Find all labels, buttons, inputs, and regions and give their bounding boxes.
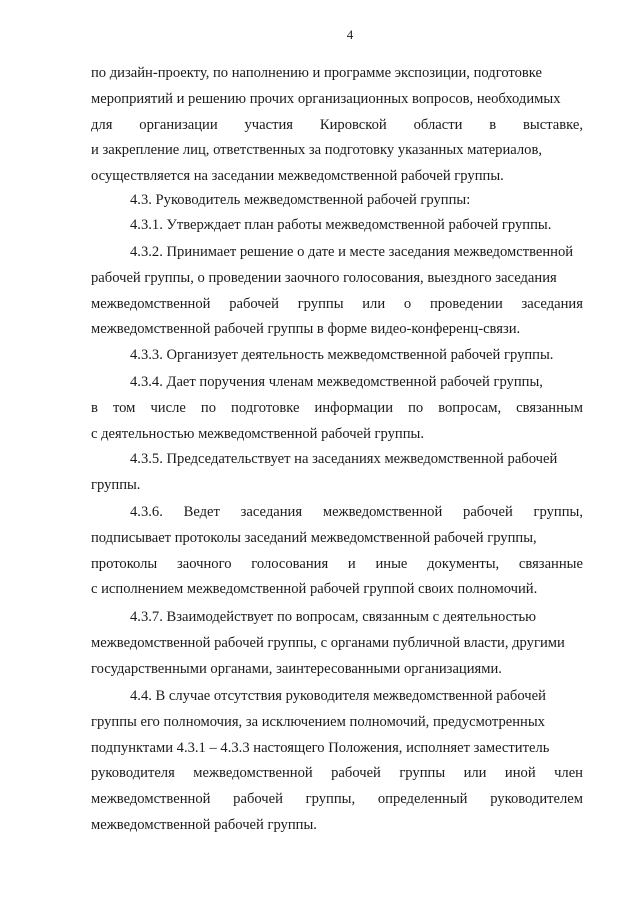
text-line: 4.3.1. Утверждает план работы межведомственной рабочей группы. [130, 217, 552, 233]
word: заочного [176, 555, 232, 572]
word: заседания [521, 295, 583, 312]
word: руководителя [91, 765, 175, 782]
word: группы [399, 765, 446, 782]
text-line: с исполнением межведомственной рабочей группой своих полномочий. [91, 581, 538, 598]
word: и [347, 555, 356, 572]
word: протоколы [91, 555, 158, 572]
word: подготовке [231, 399, 300, 416]
text-line: межведомственной рабочей группы, с органами публичной власти, другими [91, 634, 565, 651]
word: руководителем [490, 791, 583, 808]
word: группы, [533, 504, 583, 520]
text-line: 4.4. В случае отсутствия руководителя межведомственной рабочей [130, 688, 546, 704]
word: связанные [518, 555, 583, 572]
word: Кировской [319, 116, 387, 133]
text-line [91, 399, 583, 417]
text-line: 4.3.2. Принимает решение о дате и месте заседания межведомственной [130, 244, 574, 260]
word: для [91, 116, 113, 133]
text-line [91, 295, 583, 313]
text-line: с деятельностью межведомственной рабочей группы. [91, 425, 424, 442]
text-line: группы его полномочия, за исключением полномочий, предусмотренных [91, 713, 545, 730]
word: голосования [251, 555, 329, 572]
word: или [463, 765, 487, 782]
text-line: 4.3.5. Председательствует на заседаниях межведомственной рабочей [130, 451, 558, 467]
word: в [91, 399, 98, 416]
word: 4.3.6. [130, 504, 163, 520]
word: связанным [516, 399, 583, 416]
text-line: подписывает протоколы заседаний межведомственной рабочей группы, [91, 529, 537, 546]
word: выставке, [523, 116, 583, 133]
text-line [91, 764, 583, 782]
word: рабочей [331, 765, 381, 782]
text-line: рабочей группы, о проведении заочного голосования, выездного заседания [91, 269, 557, 286]
text-line [91, 555, 583, 573]
word: член [554, 765, 583, 782]
text-line: 4.3.3. Организует деятельность межведомственной рабочей группы. [130, 347, 554, 363]
text-line: и закрепление лиц, ответственных за подготовку указанных материалов, [91, 142, 543, 159]
page-number: 4 [346, 27, 354, 42]
text-line [91, 116, 583, 134]
word: области [413, 116, 463, 133]
text-line [130, 503, 583, 521]
text-line: осуществляется на заседании межведомственной рабочей группы. [91, 168, 504, 185]
word: том [112, 399, 136, 416]
text-line: мероприятий и решению прочих организационных вопросов, необходимых [91, 90, 561, 107]
word: рабочей [229, 295, 279, 312]
word: заседания [240, 504, 303, 520]
word: в [489, 116, 497, 133]
text-line: 4.3. Руководитель межведомственной рабочей группы: [130, 192, 471, 208]
text-line: 4.3.7. Взаимодействует по вопросам, связанным с деятельностью [130, 609, 537, 625]
word: числе [150, 399, 186, 416]
word: группы, [305, 791, 356, 808]
text-line: подпунктами 4.3.1 – 4.3.3 настоящего Положения, исполняет заместитель [91, 739, 550, 756]
text-line: по дизайн-проекту, по наполнению и программе экспозиции, подготовке [91, 65, 543, 81]
text-line: государственными органами, заинтересованными организациями. [91, 660, 502, 677]
word: иной [504, 765, 536, 782]
text-line: 4.3.4. Дает поручения членам межведомственной рабочей группы, [130, 374, 543, 390]
word: межведомственной [91, 791, 211, 808]
word: по [408, 399, 424, 416]
word: по [200, 399, 216, 416]
word: документы, [427, 555, 500, 572]
word: вопросам, [438, 399, 502, 416]
word: межведомственной [193, 765, 313, 782]
word: участия [244, 116, 293, 133]
word: группы [297, 295, 344, 312]
word: межведомственной [91, 295, 211, 312]
text-line: группы. [91, 476, 141, 493]
word: определенный [377, 791, 468, 808]
word: о [403, 295, 412, 312]
text-line: межведомственной рабочей группы. [91, 817, 317, 833]
word: проведении [429, 295, 503, 312]
word: рабочей [233, 791, 283, 808]
text-line [91, 790, 583, 808]
word: иные [375, 555, 408, 572]
word: информации [314, 399, 394, 416]
word: межведомственной [322, 504, 443, 520]
word: Ведет [183, 504, 220, 520]
word: или [362, 295, 386, 312]
word: рабочей [463, 504, 513, 520]
word: организации [139, 116, 218, 133]
text-line: межведомственной рабочей группы в форме видео-конференц-связи. [91, 321, 521, 338]
